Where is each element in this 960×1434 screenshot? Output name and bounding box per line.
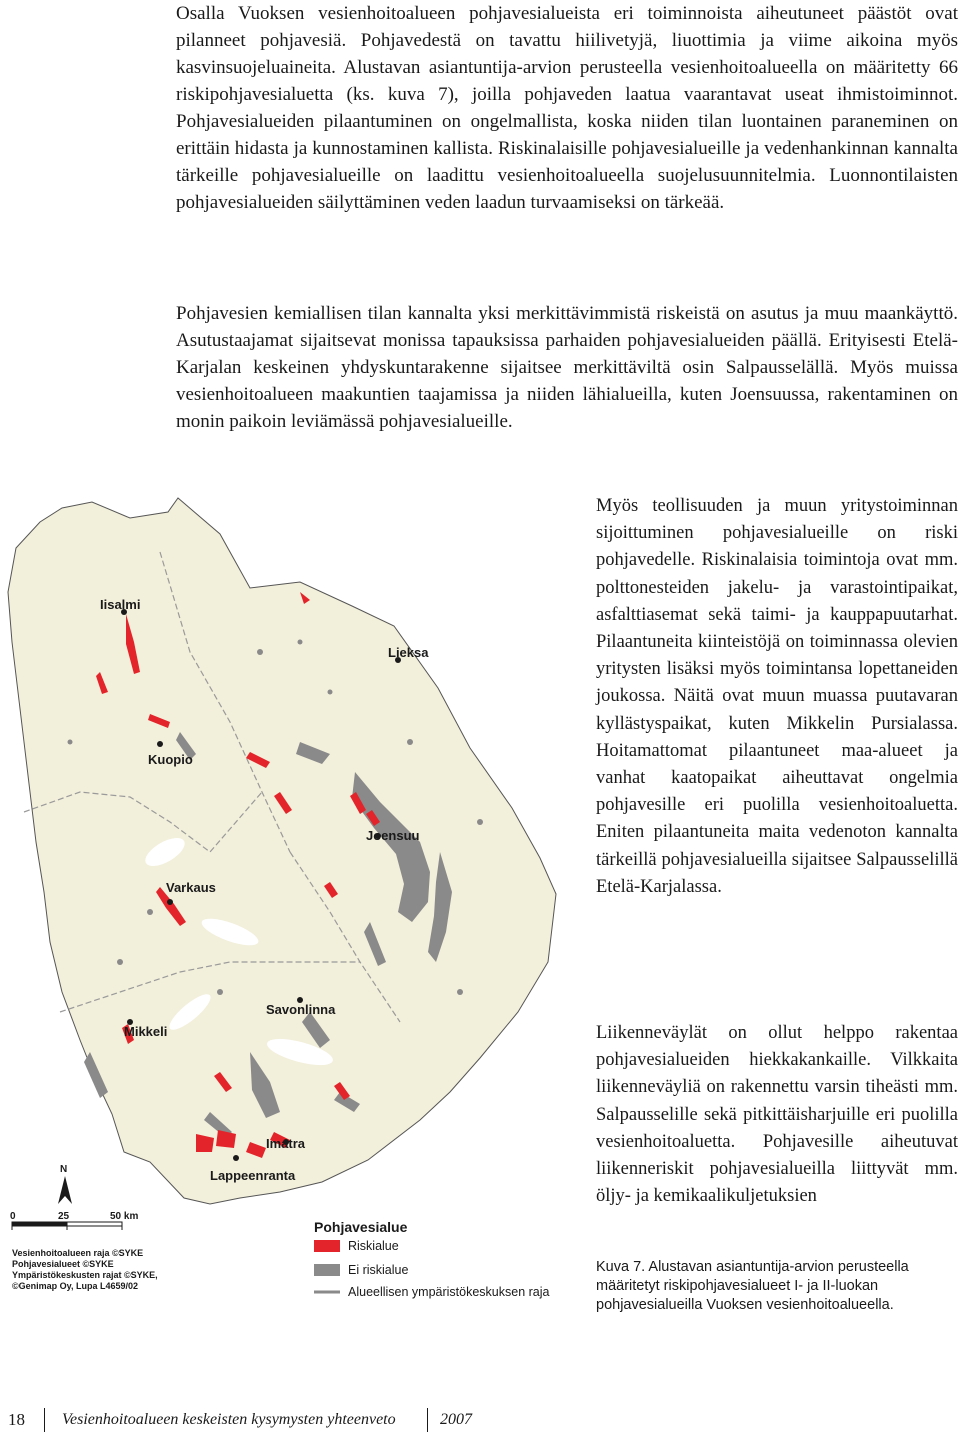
scale-mid: 25 xyxy=(58,1211,70,1222)
legend-swatch-norisk xyxy=(314,1264,340,1276)
footer-separator xyxy=(427,1408,428,1432)
credit-line-2: Pohjavesialueet ©SYKE xyxy=(12,1259,114,1269)
groundwater-risk-map xyxy=(0,492,580,1312)
basin-area xyxy=(8,498,556,1204)
scale-bar xyxy=(12,1222,122,1230)
footer-year: 2007 xyxy=(440,1411,472,1428)
city-label-varkaus: Varkaus xyxy=(166,880,216,895)
legend-swatch-risk xyxy=(314,1240,340,1252)
city-label-lieksa: Lieksa xyxy=(388,645,429,660)
scale-zero: 0 xyxy=(10,1211,16,1222)
city-label-iisalmi: Iisalmi xyxy=(100,597,141,612)
side-paragraph-1: Myös teollisuuden ja muun yritystoiminnan sijoittuminen pohjavesialueille on riski pohjavedelle. Riskinalaisia toimintoja ovat mm. polttonesteiden jakelu- ja varastointipaikat, asfalttiasemat sekä taimi- ja kauppapuutarhat. Pilaantuneita kiinteistöjä on toiminnassa olevien yritysten lisäksi myös toimintansa lopettaneiden joukossa. Näitä ovat muun muassa puutavaran kyllästyspaikat, kuten Mikkelin Pursialassa. Hoitamattomat pilaantuneet maa-alueet ja vanhat kaatopaikat aiheuttavat ongelmia pohjavesille eri puolilla vesienhoitoaluetta. Eniten pilaantuneita maita vedenoton kannalta tärkeillä pohjavesialueilla sijaitsee Salpausselillä Etelä-Karjalassa. xyxy=(596,496,958,897)
credit-line-1: Vesienhoitoalueen raja ©SYKE xyxy=(12,1248,144,1258)
legend-risk: Riskialue xyxy=(348,1239,399,1253)
credit-line-3: Ympäristökeskusten rajat ©SYKE, xyxy=(12,1270,158,1280)
side-paragraph-2: Liikenneväylät on ollut helppo rakentaa pohjavesialueiden hiekkakankaille. Vilkkaita liikenneväyliä on rakennettu varsin tiheästi mm. Salpausselille sekä pitkittäisharjuille eri puolilla vesienhoitoaluetta. Pohjavesille aiheutuvat liikenneriskit pohjavesialueilla liittyvät mm. öljy- ja kemikaalikuljetuksien xyxy=(596,1023,958,1207)
page-footer xyxy=(0,1408,960,1434)
credit-line-4: ©Genimap Oy, Lupa L4659/02 xyxy=(12,1281,139,1291)
city-label-savonlinna: Savonlinna xyxy=(266,1002,336,1017)
city-label-lappeenranta: Lappeenranta xyxy=(210,1168,296,1183)
north-arrow-icon xyxy=(58,1176,72,1204)
footer-divider xyxy=(44,1408,45,1432)
map-legend xyxy=(314,1219,550,1299)
legend-norisk: Ei riskialue xyxy=(348,1263,409,1277)
city-label-kuopio: Kuopio xyxy=(148,752,193,767)
body-paragraph-1: Osalla Vuoksen vesienhoitoalueen pohjavesialueista eri toiminnoista aiheutuneet päästöt ovat pilanneet pohjavesiä. Pohjavedestä on tavattu hiilivetyjä, liuottimia ja viime aikoina myös kasvinsuojeluaineita. Alustavan asiantuntija-arvion perusteella vesienhoitoalueella on määritetty 66 riskipohjavesialuetta (ks. kuva 7), joilla pohjaveden laatua vaarantavat useat ihmistoiminnot. Pohjavesialueiden pilaantuminen on ongelmallista, koska niiden tilan luontainen paraneminen on erittäin hidasta ja kunnostaminen kallista. Riskinalaisille pohjavesialueille ja vedenhankinnan kannalta tärkeille pohjavesialueille on laadittu vesienhoitoalueella suojelusuunnitelmia. Luonnontilaisten pohjavesialueiden säilyttäminen veden laadun turvaamiseksi on tärkeää. xyxy=(176,3,958,213)
page-number: 18 xyxy=(8,1410,25,1429)
body-paragraph-2: Pohjavesien kemiallisen tilan kannalta yksi merkittävimmistä riskeistä on asutus ja muu maankäyttö. Asutustaajamat sijaitsevat monissa tapauksissa parhaiden pohjavesialueiden päällä. Erityisesti Etelä-Karjalan keskeinen yhdyskuntarakenne sijaitsee merkittäviltä osin Salpausselällä. Myös muissa vesienhoitoalueen maakuntien taajamissa ja niiden lähialueilla, kuten Joensuussa, rakentaminen on monin paikoin leviämässä pohjavesialueille. xyxy=(176,303,958,432)
city-label-imatra: Imatra xyxy=(266,1136,306,1151)
footer-title: Vesienhoitoalueen keskeisten kysymysten yhteenveto xyxy=(62,1411,396,1428)
figure-caption: Kuva 7. Alustavan asiantuntija-arvion perusteella määritetyt riskipohjavesialueet I- ja II-luokan pohjavesialueilla Vuoksen vesienhoitoalueella. xyxy=(596,1259,909,1313)
scale-end: 50 km xyxy=(110,1211,139,1222)
legend-title: Pohjavesialue xyxy=(314,1219,408,1235)
city-label-mikkeli: Mikkeli xyxy=(124,1024,168,1039)
legend-boundary: Alueellisen ympäristökeskuksen raja xyxy=(348,1285,550,1299)
city-label-joensuu: Joensuu xyxy=(366,828,420,843)
north-label: N xyxy=(60,1164,68,1175)
